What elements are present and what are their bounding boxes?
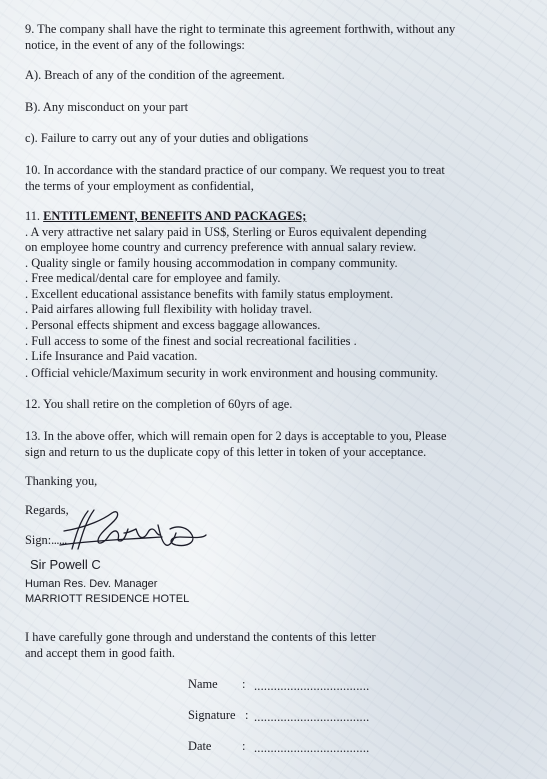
form-colon: : xyxy=(242,739,246,753)
clause-9-line-1: 9. The company shall have the right to terminate this agreement forthwith, without any xyxy=(25,22,456,36)
benefit-item: . A very attractive net salary paid in US$, Sterling or Euros equivalent depending xyxy=(25,225,427,239)
sign-label: Sign: xyxy=(25,533,52,547)
clause-9-item-b: B). Any misconduct on your part xyxy=(25,100,189,114)
benefit-item: on employee home country and currency preference with annual salary review. xyxy=(25,240,417,254)
form-colon: : xyxy=(245,708,249,722)
clause-9-item-a: A). Breach of any of the condition of the agreement. xyxy=(25,68,285,82)
benefit-item: . Paid airfares allowing full flexibility with holiday travel. xyxy=(25,302,312,316)
handwritten-signature xyxy=(58,505,208,555)
benefit-item: . Full access to some of the finest and social recreational facilities . xyxy=(25,334,357,348)
form-label-date: Date xyxy=(188,739,212,753)
signer-organization: MARRIOTT RESIDENCE HOTEL xyxy=(25,593,190,605)
closing-regards: Regards, xyxy=(25,503,69,517)
clause-11-number: 11. xyxy=(25,209,41,223)
signer-name: Sir Powell C xyxy=(30,557,101,572)
form-blank-date[interactable]: ................................... xyxy=(254,741,370,755)
clause-10-line-2: the terms of your employment as confidential, xyxy=(25,179,254,193)
form-blank-name[interactable]: ................................... xyxy=(254,679,370,693)
sign-dots: ...... xyxy=(51,533,67,547)
benefit-item: . Excellent educational assistance benefits with family status employment. xyxy=(25,287,394,301)
clause-13-line-2: sign and return to us the duplicate copy of this letter in token of your acceptance. xyxy=(25,445,427,459)
closing-thanks: Thanking you, xyxy=(25,474,98,488)
benefit-item: . Quality single or family housing accommodation in company community. xyxy=(25,256,398,270)
clause-11-heading-text: ENTITLEMENT, BENEFITS AND PACKAGES; xyxy=(43,209,307,223)
clause-10-line-1: 10. In accordance with the standard practice of our company. We request you to treat xyxy=(25,163,445,177)
acceptance-line-1: I have carefully gone through and understand the contents of this letter xyxy=(25,630,376,644)
form-colon: : xyxy=(242,677,246,691)
clause-13-line-1: 13. In the above offer, which will remain open for 2 days is acceptable to you, Please xyxy=(25,429,447,443)
clause-9-line-2: notice, in the event of any of the followings: xyxy=(25,38,245,52)
signer-title: Human Res. Dev. Manager xyxy=(25,578,158,590)
form-label-name: Name xyxy=(188,677,218,691)
acceptance-line-2: and accept them in good faith. xyxy=(25,646,176,660)
form-label-signature: Signature xyxy=(188,708,236,722)
clause-11-heading xyxy=(25,209,306,224)
clause-9-item-c: c). Failure to carry out any of your duties and obligations xyxy=(25,131,309,145)
benefit-item: . Free medical/dental care for employee and family. xyxy=(25,271,281,285)
form-blank-signature[interactable]: ................................... xyxy=(254,710,370,724)
benefit-item: . Official vehicle/Maximum security in work environment and housing community. xyxy=(25,366,438,380)
clause-12: 12. You shall retire on the completion of 60yrs of age. xyxy=(25,397,293,411)
benefit-item: . Personal effects shipment and excess baggage allowances. xyxy=(25,318,321,332)
benefit-item: . Life Insurance and Paid vacation. xyxy=(25,349,198,363)
